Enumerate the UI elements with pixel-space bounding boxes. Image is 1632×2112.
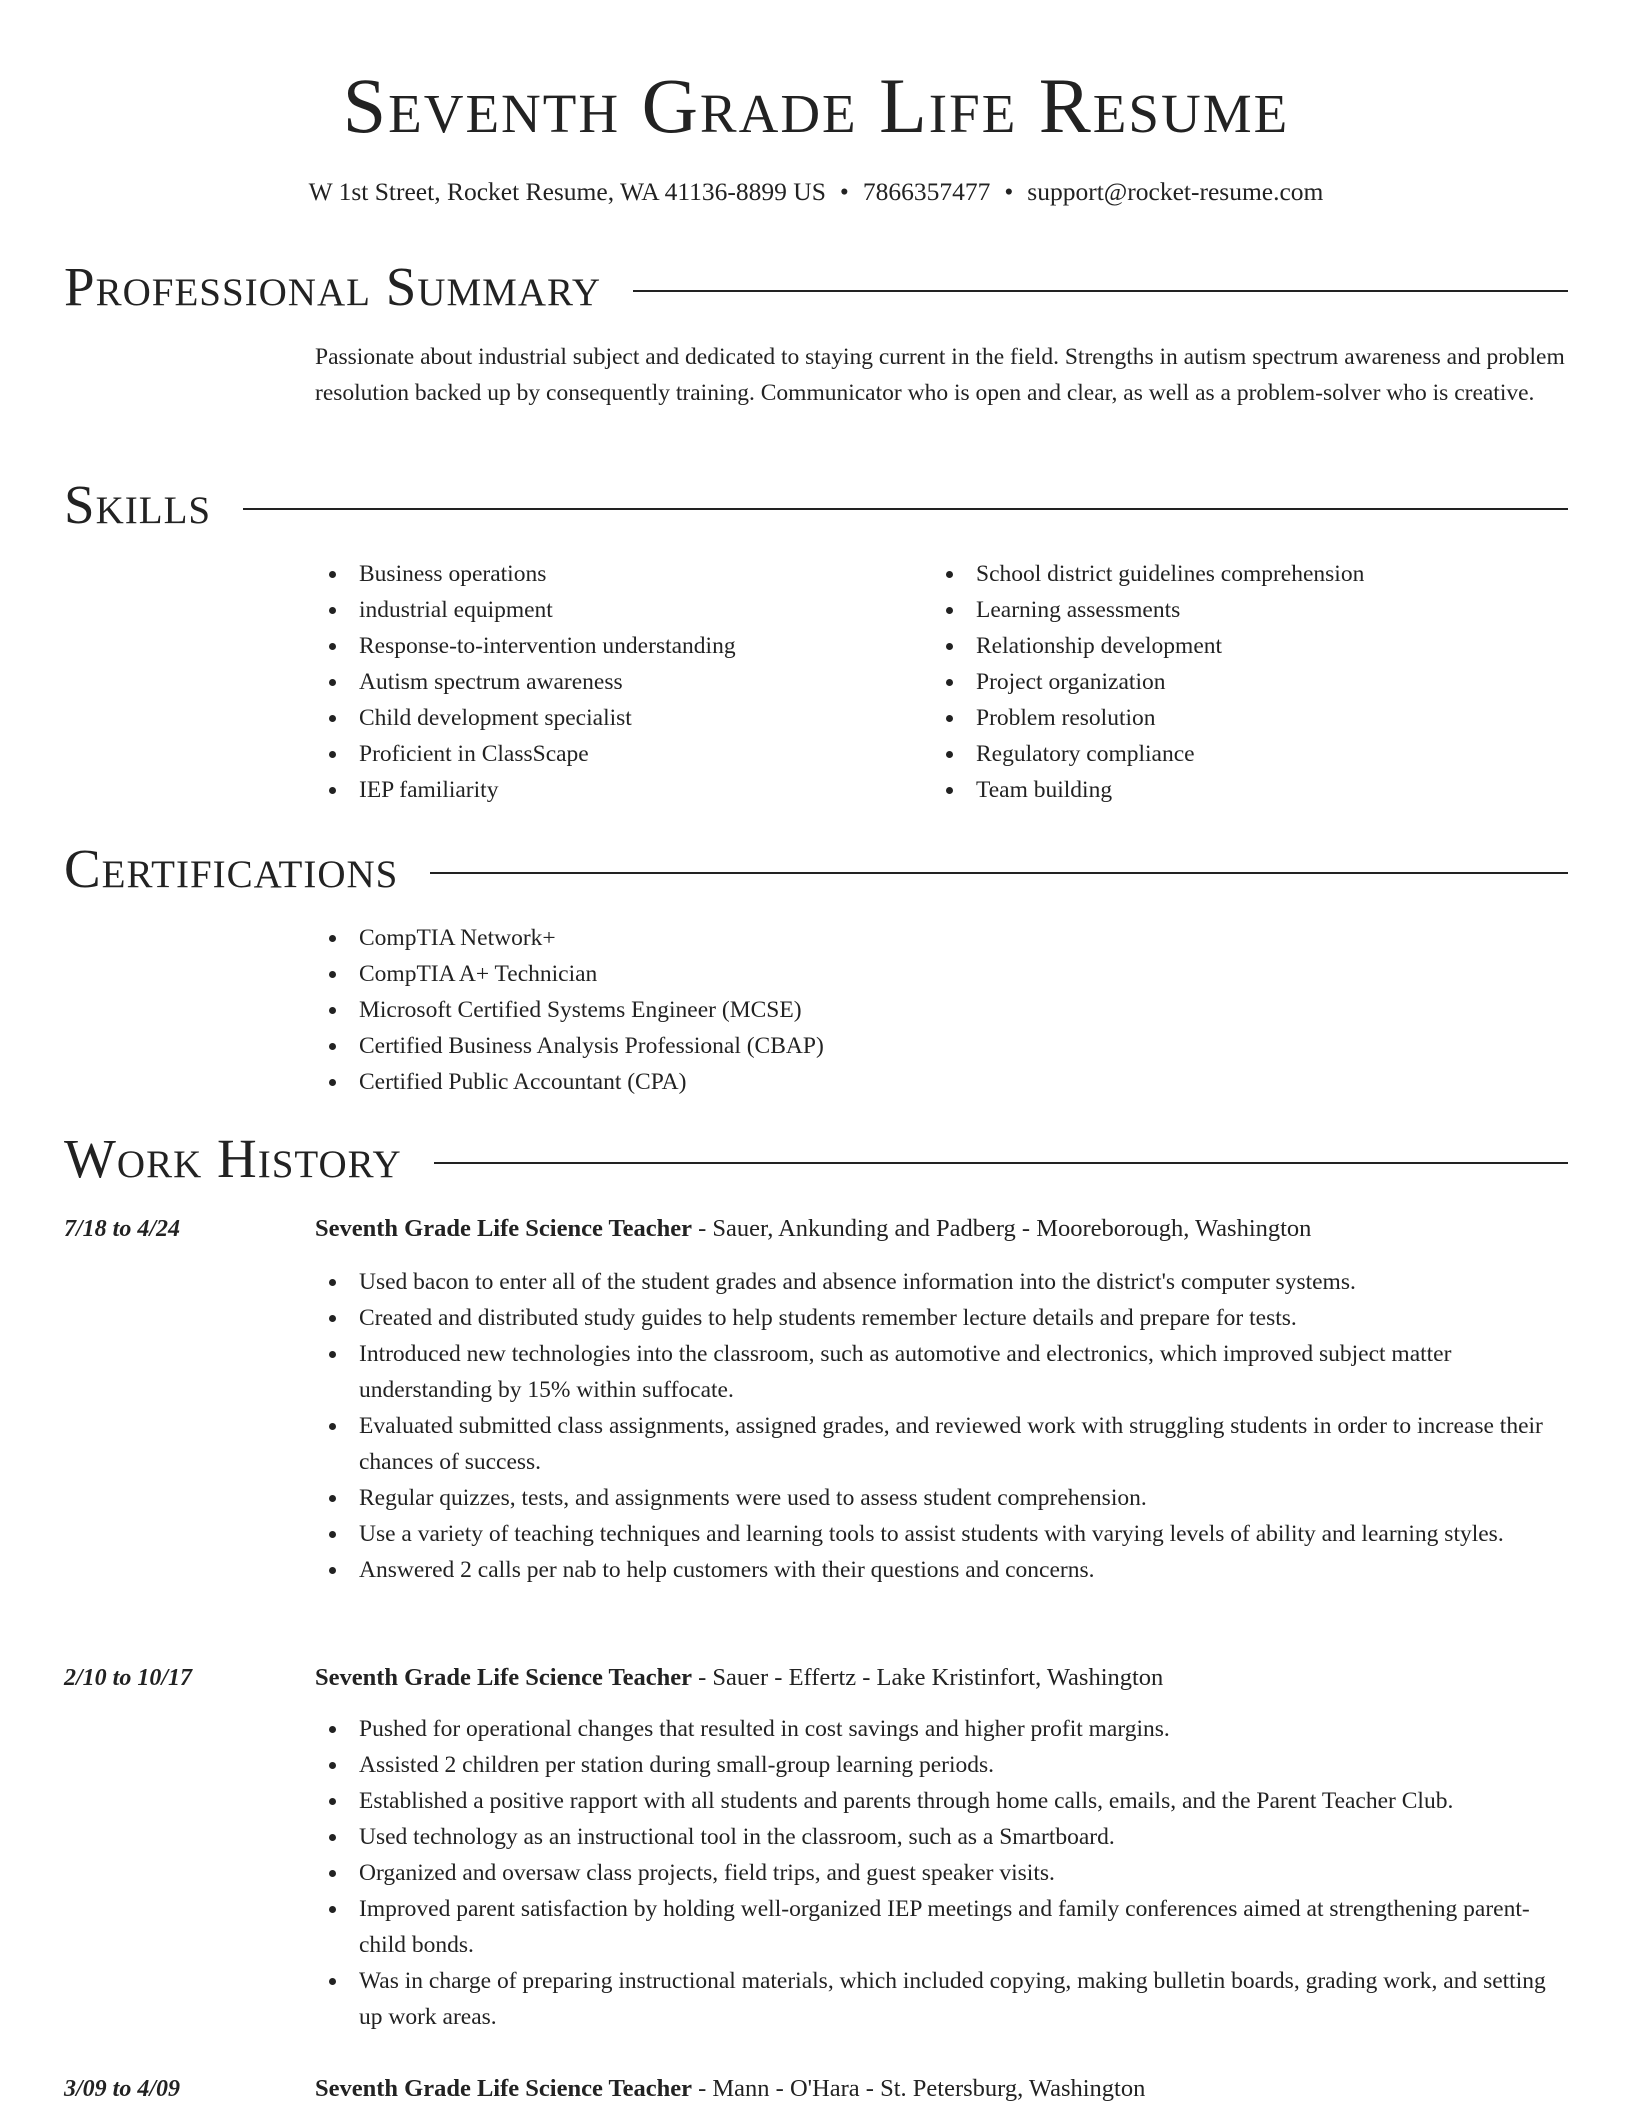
contact-separator: • <box>1004 177 1014 206</box>
summary-text: Passionate about industrial subject and dedicated to staying current in the field. Strengths in autism spectrum awareness and problem resolution backed up by consequently training. Communicator who is open and clear, as well as a problem-solver who is creative. <box>315 344 1565 406</box>
skill-item: Response-to-intervention understanding <box>315 628 915 664</box>
section-divider <box>633 290 1568 292</box>
job-bullets <box>315 1711 1570 2035</box>
skill-item: Child development specialist <box>315 700 915 736</box>
resume-name: Seventh Grade Life Resume <box>342 62 1290 149</box>
skills-list-right <box>932 556 1572 808</box>
skill-item: Business operations <box>315 556 915 592</box>
job-heading <box>315 1660 1163 1696</box>
job-bullet: Answered 2 calls per nab to help customers with their questions and concerns. <box>315 1552 1570 1588</box>
job-dates: 3/09 to 4/09 <box>64 2076 181 2102</box>
section-divider <box>243 508 1568 510</box>
skill-item: Relationship development <box>932 628 1572 664</box>
contact-phone: 7866357477 <box>862 177 991 206</box>
job-bullet: Evaluated submitted class assignments, assigned grades, and reviewed work with struggling students in order to increase their chances of success. <box>315 1408 1570 1480</box>
job-dates: 2/10 to 10/17 <box>64 1665 193 1691</box>
certification-item: Certified Business Analysis Professional (CBAP) <box>315 1028 1315 1064</box>
skill-item: Autism spectrum awareness <box>315 664 915 700</box>
certifications-section-title: Certifications <box>64 838 399 899</box>
job-bullet: Established a positive rapport with all students and parents through home calls, emails, and the Parent Teacher Club. <box>315 1783 1570 1819</box>
work-section-header <box>64 1124 1568 1194</box>
skills-section-title: Skills <box>64 474 212 535</box>
job-title: Seventh Grade Life Science Teacher <box>315 1664 692 1691</box>
job-bullet: Improved parent satisfaction by holding well-organized IEP meetings and family conferences aimed at strengthening parent-child bonds. <box>315 1891 1570 1963</box>
skill-item: School district guidelines comprehension <box>932 556 1572 592</box>
skill-item: Proficient in ClassScape <box>315 736 915 772</box>
job-bullet: Use a variety of teaching techniques and learning tools to assist students with varying levels of ability and learning styles. <box>315 1516 1570 1552</box>
job-details: - Sauer, Ankunding and Padberg - Mooreborough, Washington <box>691 1215 1312 1242</box>
contact-line <box>0 175 1632 209</box>
skills-list-left <box>315 556 915 808</box>
job-bullets <box>315 1264 1570 1588</box>
job-bullet: Used bacon to enter all of the student grades and absence information into the district's computer systems. <box>315 1264 1570 1300</box>
job-bullet: Was in charge of preparing instructional materials, which included copying, making bulletin boards, grading work, and setting up work areas. <box>315 1963 1570 2035</box>
job-bullet: Used technology as an instructional tool in the classroom, such as a Smartboard. <box>315 1819 1570 1855</box>
skill-item: Project organization <box>932 664 1572 700</box>
certification-item: Microsoft Certified Systems Engineer (MCSE) <box>315 992 1315 1028</box>
skills-section-header <box>64 470 1568 540</box>
job-details: - Mann - O'Hara - St. Petersburg, Washington <box>691 2075 1146 2102</box>
skill-item: IEP familiarity <box>315 772 915 808</box>
job-bullet: Regular quizzes, tests, and assignments were used to assess student comprehension. <box>315 1480 1570 1516</box>
skill-item: Regulatory compliance <box>932 736 1572 772</box>
skill-item: Problem resolution <box>932 700 1572 736</box>
job-bullet: Introduced new technologies into the classroom, such as automotive and electronics, which improved subject matter understanding by 15% within suffocate. <box>315 1336 1570 1408</box>
job-title: Seventh Grade Life Science Teacher <box>315 1215 692 1242</box>
job-bullet: Created and distributed study guides to help students remember lecture details and prepare for tests. <box>315 1300 1570 1336</box>
certification-item: CompTIA A+ Technician <box>315 956 1315 992</box>
contact-address: W 1st Street, Rocket Resume, WA 41136-8899 US <box>308 177 826 206</box>
job-heading <box>315 2071 1145 2107</box>
work-section-title: Work History <box>64 1128 402 1189</box>
skill-item: industrial equipment <box>315 592 915 628</box>
contact-separator: • <box>839 177 849 206</box>
job-bullet: Pushed for operational changes that resulted in cost savings and higher profit margins. <box>315 1711 1570 1747</box>
job-bullet: Assisted 2 children per station during small-group learning periods. <box>315 1747 1570 1783</box>
certification-item: Certified Public Accountant (CPA) <box>315 1064 1315 1100</box>
job-bullet: Organized and oversaw class projects, field trips, and guest speaker visits. <box>315 1855 1570 1891</box>
section-divider <box>430 872 1568 874</box>
section-divider <box>434 1162 1568 1164</box>
skill-item: Learning assessments <box>932 592 1572 628</box>
certification-item: CompTIA Network+ <box>315 920 1315 956</box>
summary-section-header <box>64 252 1568 322</box>
job-details: - Sauer - Effertz - Lake Kristinfort, Washington <box>691 1664 1164 1691</box>
job-title: Seventh Grade Life Science Teacher <box>315 2075 692 2102</box>
certifications-section-header <box>64 834 1568 904</box>
contact-email: support@rocket-resume.com <box>1027 177 1324 206</box>
summary-section-title: Professional Summary <box>64 256 602 317</box>
job-heading <box>315 1211 1311 1247</box>
skill-item: Team building <box>932 772 1572 808</box>
job-dates: 7/18 to 4/24 <box>64 1216 181 1242</box>
certifications-list <box>315 920 1315 1100</box>
